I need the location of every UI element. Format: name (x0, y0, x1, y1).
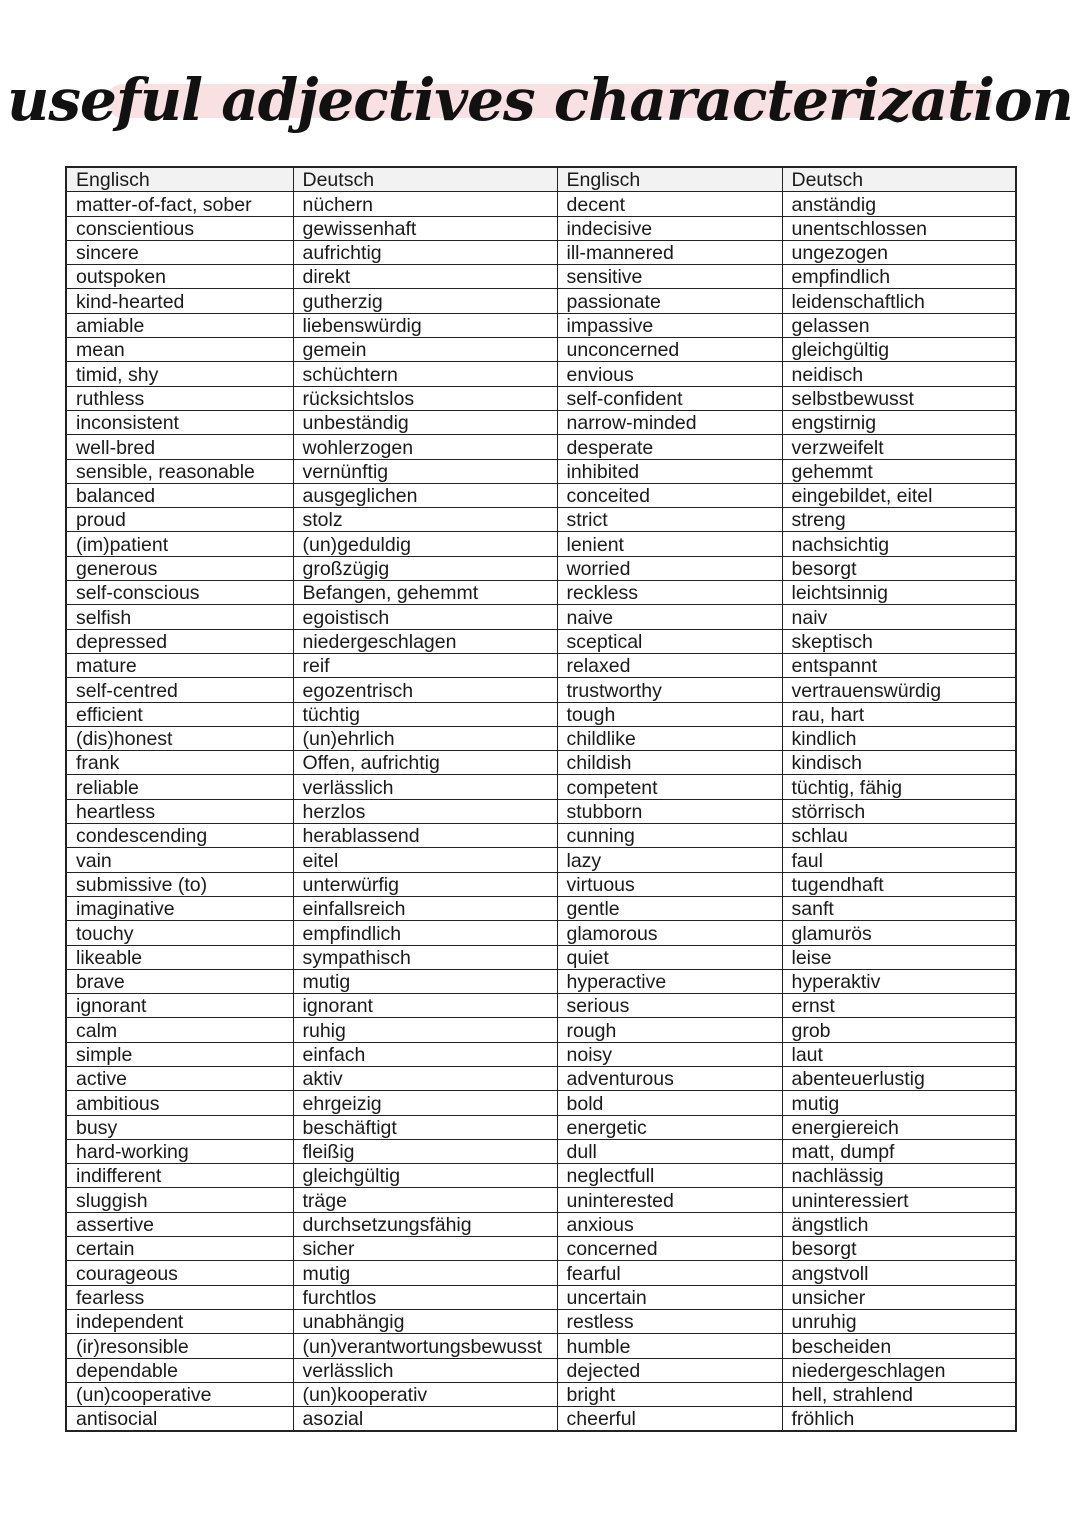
english-word-1: (un)cooperative (66, 1382, 293, 1406)
table-row (66, 824, 1016, 848)
german-word-2: schlau (782, 824, 1016, 848)
german-word-2: selbstbewusst (782, 386, 1016, 410)
german-word-1: (un)kooperativ (293, 1382, 557, 1406)
german-word-2: matt, dumpf (782, 1139, 1016, 1163)
english-word-2: childish (557, 751, 782, 775)
english-word-2: glamorous (557, 921, 782, 945)
german-word-1: beschäftigt (293, 1115, 557, 1139)
table-row (66, 1188, 1016, 1212)
english-word-2: neglectfull (557, 1164, 782, 1188)
english-word-2: concerned (557, 1237, 782, 1261)
english-word-1: ruthless (66, 386, 293, 410)
english-word-1: calm (66, 1018, 293, 1042)
table-row (66, 1382, 1016, 1406)
german-word-1: ehrgeizig (293, 1091, 557, 1115)
german-word-2: naiv (782, 605, 1016, 629)
english-word-2: tough (557, 702, 782, 726)
english-word-1: depressed (66, 629, 293, 653)
english-word-1: inconsistent (66, 410, 293, 434)
german-word-1: unabhängig (293, 1309, 557, 1333)
german-word-2: ernst (782, 994, 1016, 1018)
german-word-1: (un)geduldig (293, 532, 557, 556)
table-row (66, 994, 1016, 1018)
table-row (66, 921, 1016, 945)
german-word-2: vertrauenswürdig (782, 678, 1016, 702)
german-word-1: rücksichtslos (293, 386, 557, 410)
german-word-1: niedergeschlagen (293, 629, 557, 653)
german-word-1: empfindlich (293, 921, 557, 945)
english-word-1: likeable (66, 945, 293, 969)
german-word-2: laut (782, 1042, 1016, 1066)
german-word-2: nachlässig (782, 1164, 1016, 1188)
english-word-2: decent (557, 192, 782, 216)
german-word-1: gewissenhaft (293, 216, 557, 240)
table-row (66, 945, 1016, 969)
english-word-1: well-bred (66, 435, 293, 459)
english-word-2: rough (557, 1018, 782, 1042)
english-word-1: ignorant (66, 994, 293, 1018)
english-word-2: self-confident (557, 386, 782, 410)
german-word-1: Offen, aufrichtig (293, 751, 557, 775)
table-row (66, 581, 1016, 605)
german-word-1: aktiv (293, 1066, 557, 1090)
english-word-1: (im)patient (66, 532, 293, 556)
table-row (66, 386, 1016, 410)
german-word-2: tugendhaft (782, 872, 1016, 896)
english-word-2: worried (557, 556, 782, 580)
english-word-2: naive (557, 605, 782, 629)
german-word-2: leichtsinnig (782, 581, 1016, 605)
english-word-2: childlike (557, 726, 782, 750)
english-word-1: outspoken (66, 265, 293, 289)
german-word-2: abenteuerlustig (782, 1066, 1016, 1090)
english-word-1: active (66, 1066, 293, 1090)
english-word-1: self-conscious (66, 581, 293, 605)
english-word-2: narrow-minded (557, 410, 782, 434)
english-word-2: competent (557, 775, 782, 799)
english-word-2: dull (557, 1139, 782, 1163)
english-word-1: brave (66, 969, 293, 993)
english-word-1: (ir)resonsible (66, 1334, 293, 1358)
german-word-1: eitel (293, 848, 557, 872)
english-word-2: dejected (557, 1358, 782, 1382)
table-row (66, 1309, 1016, 1333)
german-word-1: sympathisch (293, 945, 557, 969)
german-word-1: aufrichtig (293, 240, 557, 264)
german-word-1: großzügig (293, 556, 557, 580)
english-word-2: impassive (557, 313, 782, 337)
german-word-1: herablassend (293, 824, 557, 848)
english-word-2: cheerful (557, 1407, 782, 1432)
table-row (66, 338, 1016, 362)
german-word-2: mutig (782, 1091, 1016, 1115)
english-word-2: lazy (557, 848, 782, 872)
table-row (66, 362, 1016, 386)
german-word-1: direkt (293, 265, 557, 289)
english-word-2: bright (557, 1382, 782, 1406)
german-word-2: gelassen (782, 313, 1016, 337)
table-row (66, 872, 1016, 896)
german-word-2: hyperaktiv (782, 969, 1016, 993)
english-word-1: independent (66, 1309, 293, 1333)
table-row (66, 532, 1016, 556)
german-word-2: energiereich (782, 1115, 1016, 1139)
english-word-1: sluggish (66, 1188, 293, 1212)
german-word-2: faul (782, 848, 1016, 872)
german-word-1: vernünftig (293, 459, 557, 483)
table-row (66, 435, 1016, 459)
german-word-1: herzlos (293, 799, 557, 823)
english-word-2: fearful (557, 1261, 782, 1285)
table-row (66, 1139, 1016, 1163)
header-row (66, 167, 1016, 192)
english-word-1: condescending (66, 824, 293, 848)
table-row (66, 751, 1016, 775)
german-word-2: kindisch (782, 751, 1016, 775)
german-word-2: sanft (782, 896, 1016, 920)
english-word-1: submissive (to) (66, 872, 293, 896)
german-word-1: furchtlos (293, 1285, 557, 1309)
english-word-2: indecisive (557, 216, 782, 240)
english-word-1: ambitious (66, 1091, 293, 1115)
german-word-2: anständig (782, 192, 1016, 216)
table-header (66, 167, 1016, 192)
table-row (66, 1407, 1016, 1432)
german-word-1: einfallsreich (293, 896, 557, 920)
german-word-1: egozentrisch (293, 678, 557, 702)
table-row (66, 1091, 1016, 1115)
english-word-2: strict (557, 508, 782, 532)
english-word-2: unconcerned (557, 338, 782, 362)
english-word-1: proud (66, 508, 293, 532)
table-body (66, 192, 1016, 1432)
german-word-1: mutig (293, 1261, 557, 1285)
english-word-2: humble (557, 1334, 782, 1358)
german-word-1: stolz (293, 508, 557, 532)
german-word-2: neidisch (782, 362, 1016, 386)
german-word-1: liebenswürdig (293, 313, 557, 337)
german-word-1: (un)verantwortungsbewusst (293, 1334, 557, 1358)
german-word-2: empfindlich (782, 265, 1016, 289)
table-row (66, 896, 1016, 920)
german-word-2: glamurös (782, 921, 1016, 945)
english-word-1: simple (66, 1042, 293, 1066)
table-row (66, 1066, 1016, 1090)
german-word-1: gemein (293, 338, 557, 362)
english-word-1: touchy (66, 921, 293, 945)
german-word-2: verzweifelt (782, 435, 1016, 459)
german-word-1: egoistisch (293, 605, 557, 629)
german-word-2: leise (782, 945, 1016, 969)
english-word-2: sceptical (557, 629, 782, 653)
german-word-1: einfach (293, 1042, 557, 1066)
english-word-1: hard-working (66, 1139, 293, 1163)
german-word-1: schüchtern (293, 362, 557, 386)
german-word-2: unsicher (782, 1285, 1016, 1309)
german-word-2: kindlich (782, 726, 1016, 750)
german-word-1: sicher (293, 1237, 557, 1261)
table-row (66, 775, 1016, 799)
english-word-1: frank (66, 751, 293, 775)
table-row (66, 216, 1016, 240)
table-row (66, 678, 1016, 702)
german-word-2: angstvoll (782, 1261, 1016, 1285)
english-word-1: conscientious (66, 216, 293, 240)
english-word-1: (dis)honest (66, 726, 293, 750)
page-title: useful adjectives characterization (7, 66, 1073, 134)
english-word-2: envious (557, 362, 782, 386)
english-word-2: ill-mannered (557, 240, 782, 264)
english-word-2: restless (557, 1309, 782, 1333)
german-word-2: gehemmt (782, 459, 1016, 483)
english-word-2: noisy (557, 1042, 782, 1066)
german-word-1: ruhig (293, 1018, 557, 1042)
english-word-1: mean (66, 338, 293, 362)
english-word-2: sensitive (557, 265, 782, 289)
english-word-2: lenient (557, 532, 782, 556)
german-word-1: nüchern (293, 192, 557, 216)
header-english-2: Englisch (557, 167, 782, 192)
table-row (66, 969, 1016, 993)
german-word-1: mutig (293, 969, 557, 993)
english-word-1: matter-of-fact, sober (66, 192, 293, 216)
table-row (66, 289, 1016, 313)
german-word-2: gleichgültig (782, 338, 1016, 362)
table-row (66, 799, 1016, 823)
table-row (66, 508, 1016, 532)
english-word-1: assertive (66, 1212, 293, 1236)
german-word-2: leidenschaftlich (782, 289, 1016, 313)
german-word-2: hell, strahlend (782, 1382, 1016, 1406)
english-word-1: mature (66, 653, 293, 677)
table-row (66, 313, 1016, 337)
german-word-2: engstirnig (782, 410, 1016, 434)
table-row (66, 629, 1016, 653)
english-word-1: fearless (66, 1285, 293, 1309)
english-word-2: anxious (557, 1212, 782, 1236)
german-word-2: fröhlich (782, 1407, 1016, 1432)
english-word-2: quiet (557, 945, 782, 969)
english-word-2: desperate (557, 435, 782, 459)
german-word-2: besorgt (782, 556, 1016, 580)
english-word-1: self-centred (66, 678, 293, 702)
german-word-2: skeptisch (782, 629, 1016, 653)
english-word-1: sincere (66, 240, 293, 264)
english-word-2: virtuous (557, 872, 782, 896)
english-word-1: dependable (66, 1358, 293, 1382)
german-word-2: bescheiden (782, 1334, 1016, 1358)
table-row (66, 192, 1016, 216)
english-word-2: trustworthy (557, 678, 782, 702)
english-word-1: antisocial (66, 1407, 293, 1432)
english-word-2: passionate (557, 289, 782, 313)
german-word-1: verlässlich (293, 1358, 557, 1382)
german-word-2: eingebildet, eitel (782, 483, 1016, 507)
english-word-2: bold (557, 1091, 782, 1115)
german-word-1: fleißig (293, 1139, 557, 1163)
table-row (66, 1164, 1016, 1188)
english-word-1: generous (66, 556, 293, 580)
english-word-2: conceited (557, 483, 782, 507)
table-row (66, 1334, 1016, 1358)
table-row (66, 240, 1016, 264)
english-word-2: hyperactive (557, 969, 782, 993)
german-word-1: unbeständig (293, 410, 557, 434)
german-word-2: entspannt (782, 653, 1016, 677)
german-word-2: niedergeschlagen (782, 1358, 1016, 1382)
english-word-2: uninterested (557, 1188, 782, 1212)
table-row (66, 1237, 1016, 1261)
english-word-1: amiable (66, 313, 293, 337)
german-word-2: streng (782, 508, 1016, 532)
english-word-2: relaxed (557, 653, 782, 677)
english-word-1: imaginative (66, 896, 293, 920)
table-row (66, 1018, 1016, 1042)
english-word-2: inhibited (557, 459, 782, 483)
german-word-2: ungezogen (782, 240, 1016, 264)
english-word-1: reliable (66, 775, 293, 799)
english-word-1: busy (66, 1115, 293, 1139)
german-word-2: uninteressiert (782, 1188, 1016, 1212)
table-row (66, 1285, 1016, 1309)
german-word-1: gutherzig (293, 289, 557, 313)
english-word-2: stubborn (557, 799, 782, 823)
english-word-1: selfish (66, 605, 293, 629)
german-word-2: ängstlich (782, 1212, 1016, 1236)
german-word-1: asozial (293, 1407, 557, 1432)
table-row (66, 1212, 1016, 1236)
table-row (66, 1261, 1016, 1285)
table-row (66, 726, 1016, 750)
english-word-1: efficient (66, 702, 293, 726)
english-word-1: kind-hearted (66, 289, 293, 313)
table-row (66, 1358, 1016, 1382)
german-word-1: reif (293, 653, 557, 677)
german-word-1: durchsetzungsfähig (293, 1212, 557, 1236)
german-word-1: ignorant (293, 994, 557, 1018)
english-word-2: gentle (557, 896, 782, 920)
german-word-1: wohlerzogen (293, 435, 557, 459)
german-word-2: tüchtig, fähig (782, 775, 1016, 799)
english-word-2: uncertain (557, 1285, 782, 1309)
german-word-1: unterwürfig (293, 872, 557, 896)
german-word-1: tüchtig (293, 702, 557, 726)
german-word-2: unruhig (782, 1309, 1016, 1333)
table-row (66, 556, 1016, 580)
title-area (0, 62, 1080, 146)
table-row (66, 605, 1016, 629)
english-word-1: heartless (66, 799, 293, 823)
table-row (66, 702, 1016, 726)
german-word-1: (un)ehrlich (293, 726, 557, 750)
german-word-1: ausgeglichen (293, 483, 557, 507)
german-word-2: nachsichtig (782, 532, 1016, 556)
english-word-2: reckless (557, 581, 782, 605)
english-word-2: serious (557, 994, 782, 1018)
english-word-2: cunning (557, 824, 782, 848)
german-word-1: verlässlich (293, 775, 557, 799)
table-row (66, 265, 1016, 289)
table-row (66, 1115, 1016, 1139)
german-word-1: gleichgültig (293, 1164, 557, 1188)
german-word-1: Befangen, gehemmt (293, 581, 557, 605)
table-row (66, 483, 1016, 507)
header-german-2: Deutsch (782, 167, 1016, 192)
english-word-1: sensible, reasonable (66, 459, 293, 483)
german-word-2: störrisch (782, 799, 1016, 823)
table-row (66, 459, 1016, 483)
table-row (66, 410, 1016, 434)
english-word-1: certain (66, 1237, 293, 1261)
header-english-1: Englisch (66, 167, 293, 192)
table-row (66, 848, 1016, 872)
german-word-1: träge (293, 1188, 557, 1212)
english-word-2: adventurous (557, 1066, 782, 1090)
english-word-1: vain (66, 848, 293, 872)
english-word-2: energetic (557, 1115, 782, 1139)
german-word-2: besorgt (782, 1237, 1016, 1261)
vocabulary-table (65, 166, 1017, 1432)
table-row (66, 1042, 1016, 1066)
english-word-1: timid, shy (66, 362, 293, 386)
german-word-2: unentschlossen (782, 216, 1016, 240)
english-word-1: indifferent (66, 1164, 293, 1188)
german-word-2: grob (782, 1018, 1016, 1042)
english-word-1: courageous (66, 1261, 293, 1285)
german-word-2: rau, hart (782, 702, 1016, 726)
header-german-1: Deutsch (293, 167, 557, 192)
table-row (66, 653, 1016, 677)
english-word-1: balanced (66, 483, 293, 507)
